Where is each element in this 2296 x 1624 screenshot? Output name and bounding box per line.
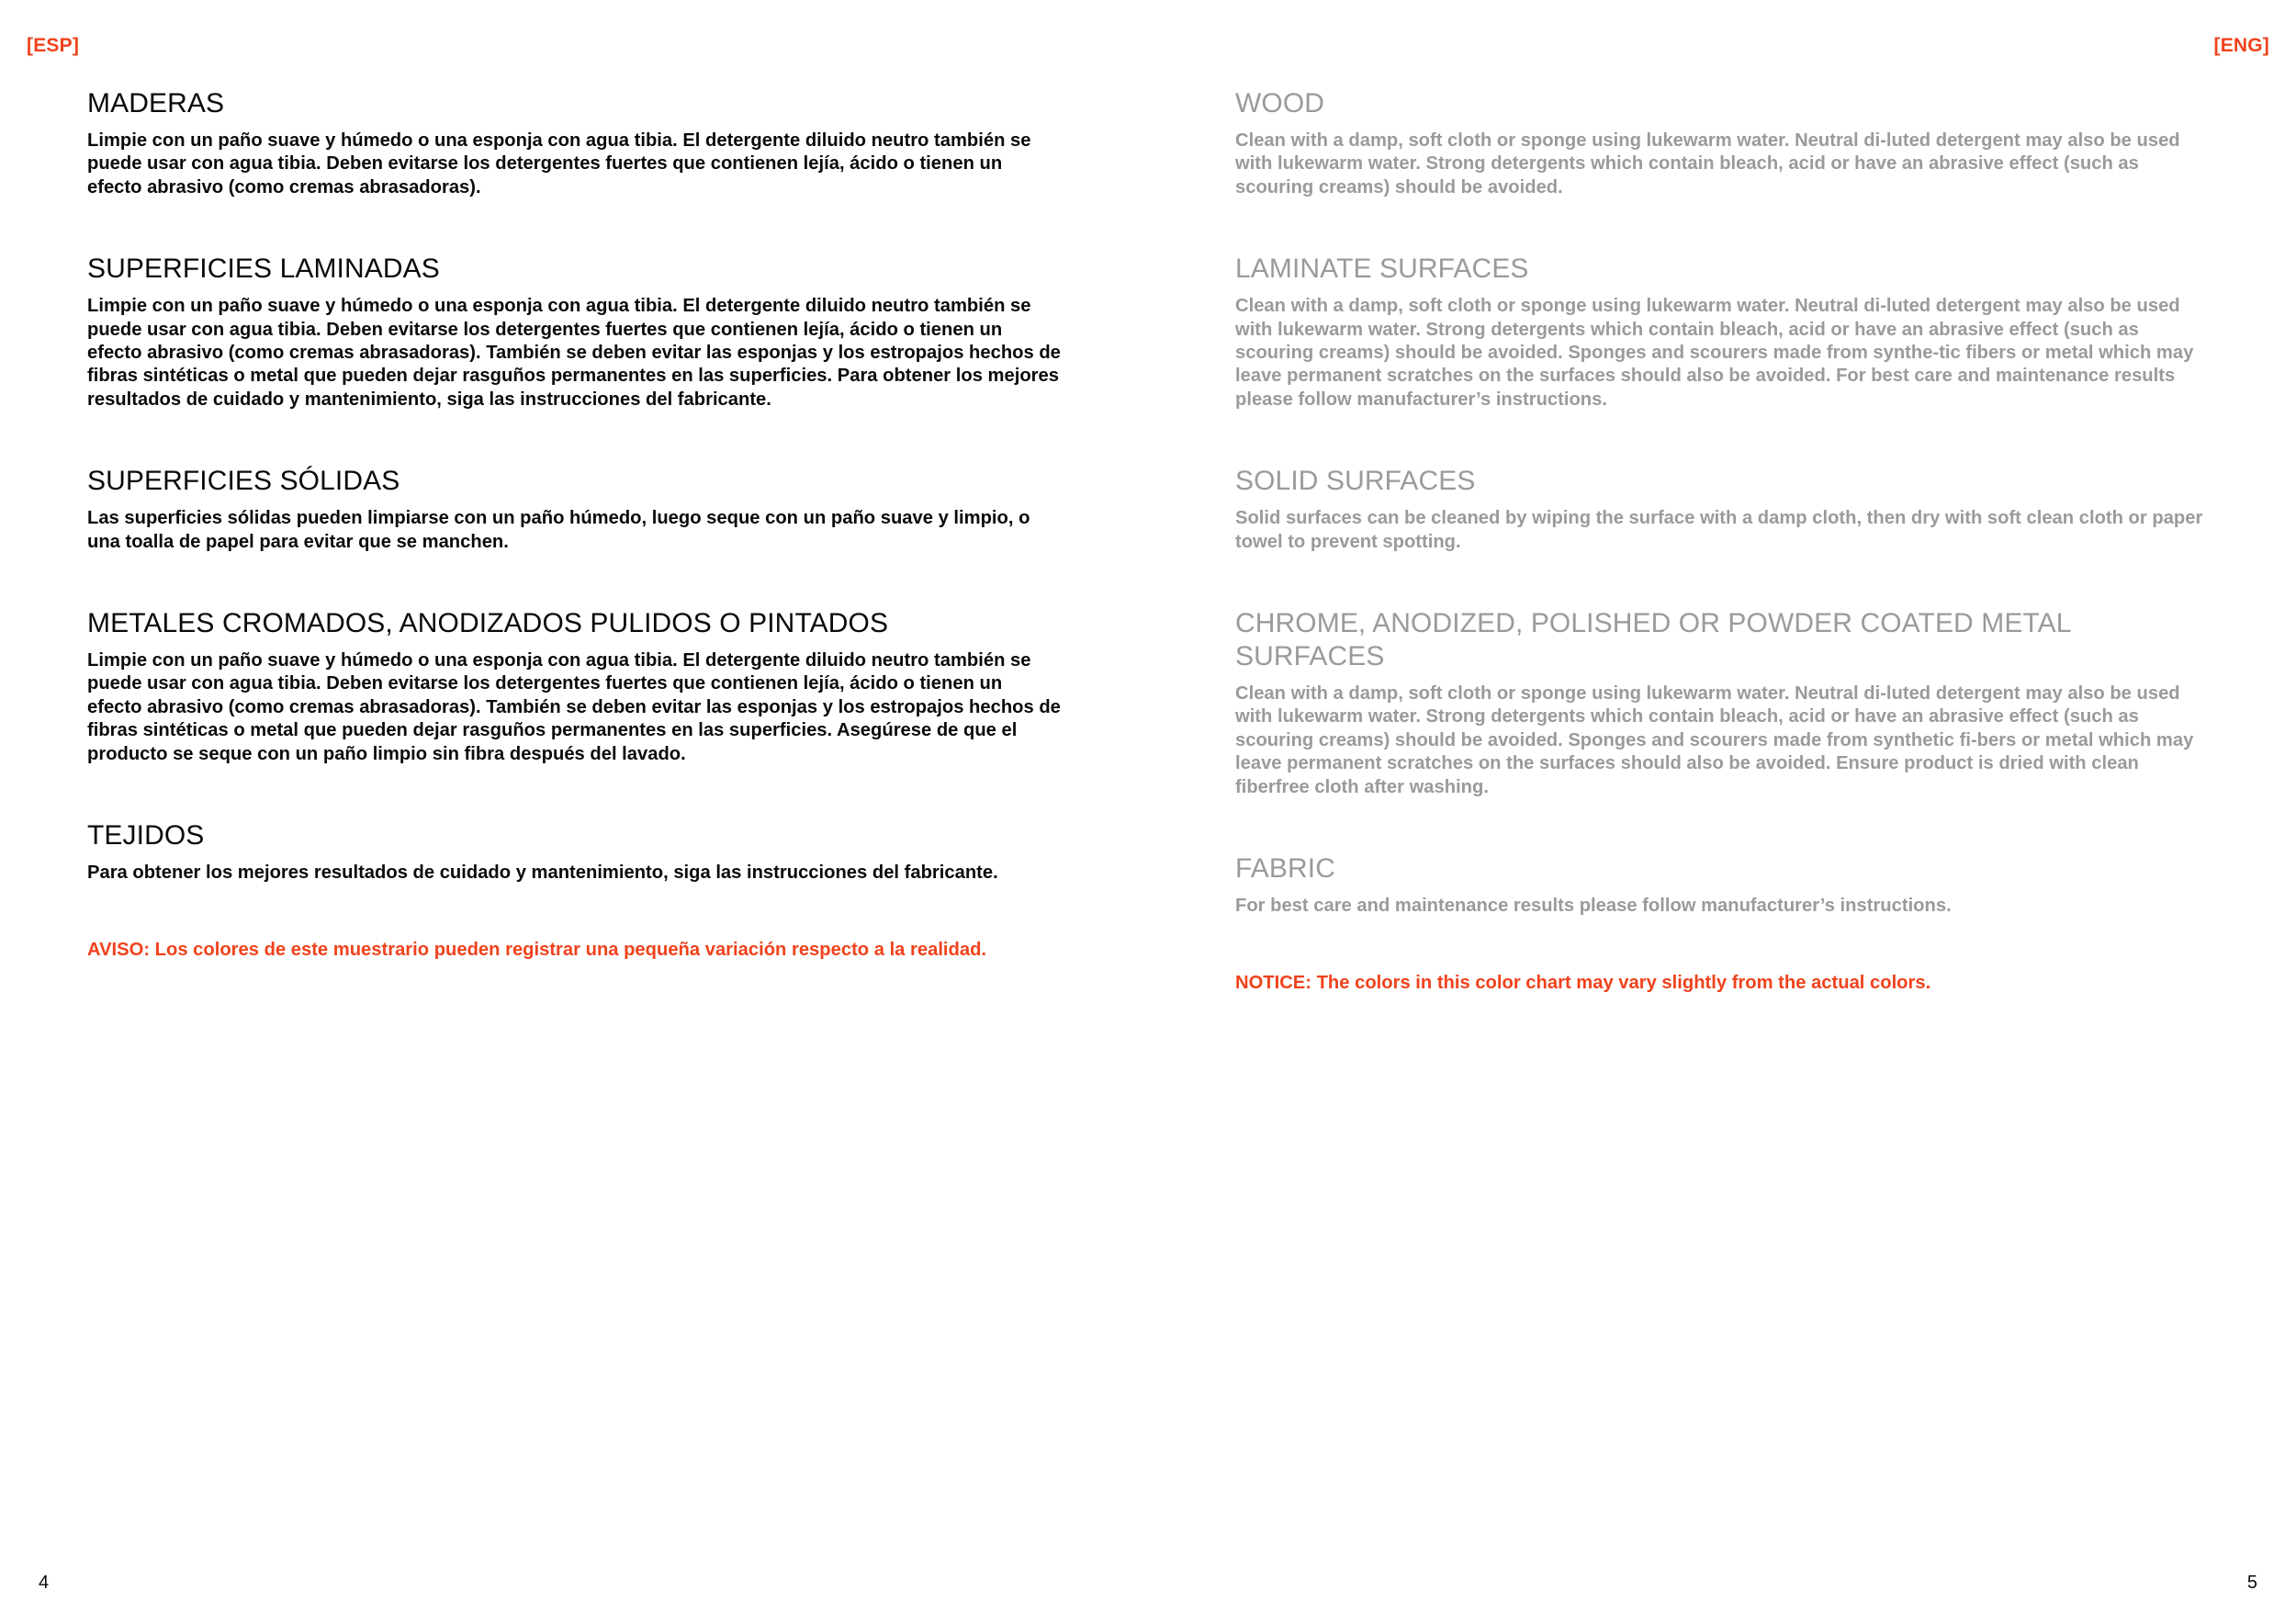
section-text: Clean with a damp, soft cloth or sponge using lukewarm water. Neutral di-luted detergent may also be used with lukewarm water. Strong detergents which contain bleach, acid or have an abrasive effect (such as scouring creams) should be avoided. <box>1235 130 2180 197</box>
section-solid-surfaces <box>1235 465 2209 554</box>
section-title: MADERAS <box>87 88 225 118</box>
language-tag-esp: [ESP] <box>27 35 80 56</box>
section-tejidos <box>87 819 1061 885</box>
section-title: SUPERFICIES LAMINADAS <box>87 254 440 285</box>
section-metales <box>87 607 1061 766</box>
section-maderas <box>87 87 1061 199</box>
section-superficies-solidas <box>87 465 1061 554</box>
section-title: TEJIDOS <box>87 820 205 851</box>
section-fabric <box>1235 852 2209 918</box>
right-page <box>1148 0 2296 1624</box>
section-text: Las superficies sólidas pueden limpiarse con un paño húmedo, luego seque con un paño suave y limpio, o una toalla de papel para evitar que se manchen. <box>87 508 1030 552</box>
section-title: FABRIC <box>1235 853 1335 885</box>
section-text: Limpie con un paño suave y húmedo o una esponja con agua tibia. El detergente diluido neutro también se puede usar con agua tibia. Deben evitarse los detergentes fuertes que contienen lejía, ácido o tienen un efecto abrasivo (como cremas abrasadoras). <box>87 130 1031 197</box>
section-text: For best care and maintenance results please follow manufacturer’s instructions. <box>1235 896 1952 917</box>
section-wood <box>1235 87 2209 199</box>
section-text: Clean with a damp, soft cloth or sponge using lukewarm water. Neutral di-luted detergent may also be used with lukewarm water. Strong detergents which contain bleach, acid or have an abrasive effect (such as scouring creams) should be avoided. Sponges and scourers made from synthe-tic fibers or metal which may leave permanent scratches on the surfaces should also be avoided. For best care and maintenance results please follow manufacturer’s instructions. <box>1235 296 2194 410</box>
section-title: METALES CROMADOS, ANODIZADOS PULIDOS O PINTADOS <box>87 608 889 639</box>
left-content <box>87 87 1061 962</box>
notice-aviso: AVISO: Los colores de este muestrario pueden registrar una pequeña variación respecto a la realidad. <box>87 939 987 960</box>
section-superficies-laminadas <box>87 253 1061 412</box>
section-title: LAMINATE SURFACES <box>1235 254 1529 285</box>
section-title: SOLID SURFACES <box>1235 466 1476 497</box>
section-title: SUPERFICIES SÓLIDAS <box>87 466 400 497</box>
language-tag-eng: [ENG] <box>2213 35 2269 56</box>
section-text: Solid surfaces can be cleaned by wiping the surface with a damp cloth, then dry with soft clean cloth or paper towel to prevent spotting. <box>1235 508 2203 552</box>
section-text: Para obtener los mejores resultados de cuidado y mantenimiento, siga las instrucciones del fabricante. <box>87 863 998 884</box>
section-text: Limpie con un paño suave y húmedo o una esponja con agua tibia. El detergente diluido neutro también se puede usar con agua tibia. Deben evitarse los detergentes fuertes que contienen lejía, ácido o tienen un efecto abrasivo (como cremas abrasadoras). También se deben evitar las esponjas y los estropajos hechos de fibras sintéticas o metal que pueden dejar rasguños permanentes en las superficies. Asegúrese de que el producto se seque con un paño limpio sin fibra después del lavado. <box>87 650 1061 764</box>
page-number: 5 <box>2246 1573 2257 1593</box>
notice-color-chart: NOTICE: The colors in this color chart may vary slightly from the actual colors. <box>1235 972 1931 993</box>
section-text: Limpie con un paño suave y húmedo o una esponja con agua tibia. El detergente diluido neutro también se puede usar con agua tibia. Deben evitarse los detergentes fuertes que contienen lejía, ácido o tienen un efecto abrasivo (como cremas abrasadoras). También se deben evitar las esponjas y los estropajos hechos de fibras sintéticas o metal que pueden dejar rasguños permanentes en las superficies. Para obtener los mejores resultados de cuidado y mantenimiento, siga las instrucciones del fabricante. <box>87 296 1061 410</box>
right-content <box>1235 87 2209 995</box>
section-text: Clean with a damp, soft cloth or sponge using lukewarm water. Neutral di-luted detergent may also be used with lukewarm water. Strong detergents which contain bleach, acid or have an abrasive effect (such as scouring creams) should be avoided. Sponges and scourers made from synthetic fi-bers or metal which may leave permanent scratches on the surfaces should also be avoided. Ensure product is dried with clean fiberfree cloth after washing. <box>1235 683 2194 797</box>
section-metal-surfaces <box>1235 607 2209 799</box>
section-laminate-surfaces <box>1235 253 2209 412</box>
section-title: CHROME, ANODIZED, POLISHED OR POWDER COATED METAL SURFACES <box>1235 608 2071 672</box>
page-number: 4 <box>39 1573 50 1593</box>
section-title: WOOD <box>1235 88 1325 118</box>
